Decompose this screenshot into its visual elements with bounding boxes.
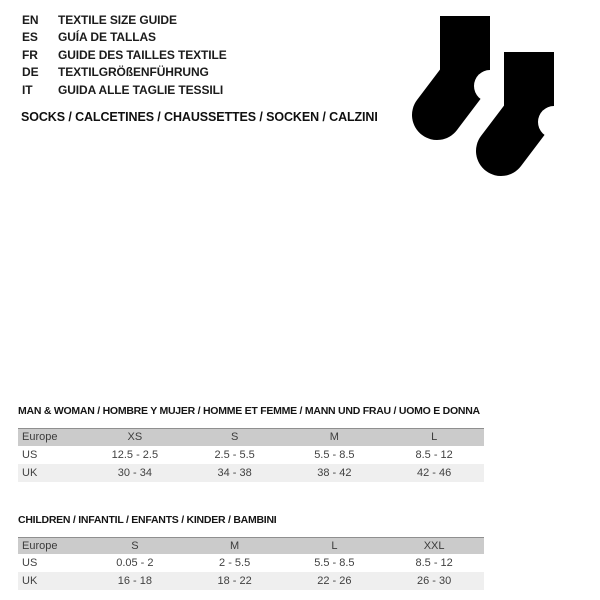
column-header-region: Europe <box>22 539 58 552</box>
size-cell: 16 - 18 <box>117 575 152 587</box>
language-code: DE <box>22 65 39 80</box>
language-row-fr <box>22 46 227 64</box>
language-row-en <box>22 11 227 29</box>
region-cell: US <box>22 448 38 461</box>
adult-size-table <box>18 428 484 482</box>
size-cell: 30 - 34 <box>117 466 152 479</box>
table-row-uk <box>18 464 484 482</box>
language-code: FR <box>22 47 38 62</box>
size-cell: 5.5 - 8.5 <box>314 448 355 461</box>
language-list <box>22 11 227 99</box>
table-row-us <box>18 446 484 464</box>
size-cell: 26 - 30 <box>417 575 452 587</box>
language-code: ES <box>22 30 38 45</box>
column-header-size: XS <box>127 431 143 444</box>
column-header-size: M <box>329 431 339 444</box>
language-row-it <box>22 81 227 99</box>
column-header-size: L <box>331 539 338 552</box>
column-header-size: S <box>230 431 239 444</box>
category-title: SOCKS / CALCETINES / CHAUSSETTES / SOCKEN / CALZINI <box>21 110 378 124</box>
sock-left <box>437 16 506 115</box>
children-table-title: CHILDREN / INFANTIL / ENFANTS / KINDER / BAMBINI <box>18 513 277 526</box>
column-header-size: L <box>431 431 438 444</box>
size-cell: 2 - 5.5 <box>219 557 251 569</box>
region-cell: UK <box>22 575 38 587</box>
column-header-size: S <box>131 539 139 552</box>
socks-icon <box>393 8 578 183</box>
language-label: TEXTILE SIZE GUIDE <box>58 12 177 27</box>
table-row-uk <box>18 572 484 590</box>
size-tables-section <box>18 405 484 590</box>
size-cell: 38 - 42 <box>317 466 352 479</box>
table-header-row <box>18 537 484 554</box>
language-code: EN <box>22 12 39 27</box>
adult-table-title: MAN & WOMAN / HOMBRE Y MUJER / HOMME ET FEMME / MANN UND FRAU / UOMO E DONNA <box>18 405 480 417</box>
language-row-es <box>22 29 227 47</box>
table-row-us <box>18 554 484 572</box>
language-row-de <box>22 64 227 82</box>
size-cell: 5.5 - 8.5 <box>314 557 355 569</box>
size-cell: 42 - 46 <box>417 466 452 479</box>
region-cell: US <box>22 557 38 569</box>
language-label: GUÍA DE TALLAS <box>58 30 156 45</box>
size-cell: 18 - 22 <box>217 575 252 587</box>
sock-right <box>501 52 570 151</box>
size-cell: 8.5 - 12 <box>415 557 453 569</box>
column-header-size: M <box>230 539 240 552</box>
size-cell: 12.5 - 2.5 <box>111 448 159 461</box>
column-header-size: XXL <box>423 539 445 552</box>
size-cell: 22 - 26 <box>317 575 352 587</box>
column-header-region: Europe <box>22 431 58 444</box>
language-code: IT <box>22 82 33 97</box>
language-label: TEXTILGRÖßENFÜHRUNG <box>58 65 209 80</box>
size-cell: 34 - 38 <box>217 466 252 479</box>
children-size-table <box>18 537 484 591</box>
region-cell: UK <box>22 466 38 479</box>
size-cell: 2.5 - 5.5 <box>214 448 255 461</box>
size-cell: 0.05 - 2 <box>116 557 154 569</box>
size-cell: 8.5 - 12 <box>415 448 453 461</box>
language-label: GUIDE DES TAILLES TEXTILE <box>58 47 227 62</box>
table-header-row <box>18 429 484 446</box>
language-label: GUIDA ALLE TAGLIE TESSILI <box>58 82 224 97</box>
